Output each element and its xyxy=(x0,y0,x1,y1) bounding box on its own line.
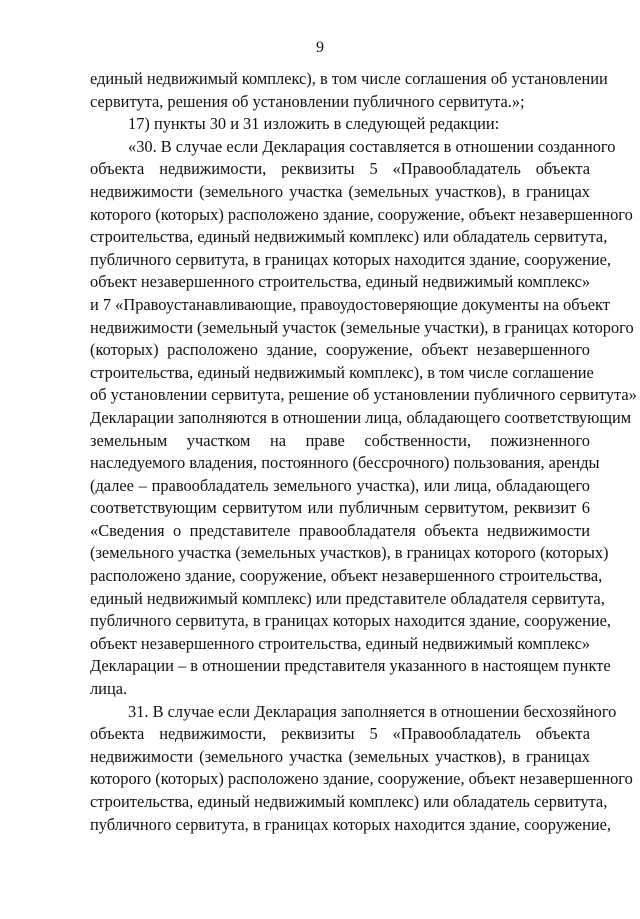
text-line: строительства, единый недвижимый комплекс) или обладатель сервитута, xyxy=(90,792,608,811)
item-17-heading: 17) пункты 30 и 31 изложить в следующей редакции: xyxy=(128,114,500,134)
page-number: 9 xyxy=(316,39,324,56)
text-line: соответствующим сервитутом или публичным сервитутом, реквизит 6 xyxy=(90,498,590,518)
text-line: публичного сервитута, в границах которых находится здание, сооружение, xyxy=(90,814,612,834)
clause-31-start: 31. В случае если Декларация заполняется в отношении бесхозяйного xyxy=(128,701,617,721)
text-line: публичного сервитута, в границах которых находится здание, сооружение, xyxy=(90,611,612,631)
text-line: строительства, единый недвижимый комплекс) или обладатель сервитута, xyxy=(90,227,608,247)
clause-30-start: «30. В случае если Декларация составляется в отношении созданного xyxy=(128,136,616,156)
text-line: объекта недвижимости, реквизиты 5 «Правообладатель объекта xyxy=(90,724,590,744)
text-line: объект незавершенного строительства, единый недвижимый комплекс» xyxy=(90,272,591,292)
text-line: «Сведения о представителе правообладателя объекта недвижимости xyxy=(90,520,590,540)
text-line: недвижимости (земельного участка (земельных участков), в границах xyxy=(90,181,590,201)
text-line: строительства, единый недвижимый комплекс), в том числе соглашение xyxy=(90,362,594,382)
text-line: которого (которых) расположено здание, сооружение, объект незавершенного xyxy=(90,204,633,224)
text-line: недвижимости (земельный участок (земельные участки), в границах которого xyxy=(90,317,634,337)
text-line: единый недвижимый комплекс) или представителе обладателя сервитута, xyxy=(90,588,605,608)
text-line: земельным участком на праве собственности, пожизненного xyxy=(90,430,590,450)
text-line: объекта недвижимости, реквизиты 5 «Правообладатель объекта xyxy=(90,159,590,179)
text-line: Декларации заполняются в отношении лица, обладающего соответствующим xyxy=(90,407,632,427)
text-line: которого (которых) расположено здание, сооружение, объект незавершенного xyxy=(90,769,633,789)
document-body xyxy=(90,68,637,836)
text-line: (далее – правообладатель земельного участка), или лица, обладающего xyxy=(90,475,590,495)
text-line: лица. xyxy=(90,679,128,699)
text-line: единый недвижимый комплекс), в том числе соглашения об установлении xyxy=(90,69,608,88)
text-line: объект незавершенного строительства, единый недвижимый комплекс» xyxy=(90,633,591,653)
text-line: (земельного участка (земельных участков), в границах которого (которых) xyxy=(90,543,609,563)
text-line: публичного сервитута, в границах которых находится здание, сооружение, xyxy=(90,249,612,269)
text-line: (которых) расположено здание, сооружение, объект незавершенного xyxy=(90,340,590,360)
text-line: об установлении сервитута, решение об установлении публичного сервитута» xyxy=(90,385,637,405)
text-line: сервитута, решения об установлении публичного сервитута.»; xyxy=(90,91,525,111)
text-line: недвижимости (земельного участка (земельных участков), в границах xyxy=(90,746,590,766)
text-line: наследуемого владения, постоянного (бессрочного) пользования, аренды xyxy=(90,453,600,473)
text-line: и 7 «Правоустанавливающие, правоудостоверяющие документы на объект xyxy=(90,294,610,314)
text-line: расположено здание, сооружение, объект незавершенного строительства, xyxy=(90,566,603,586)
text-line: Декларации – в отношении представителя указанного в настоящем пункте xyxy=(90,656,611,676)
